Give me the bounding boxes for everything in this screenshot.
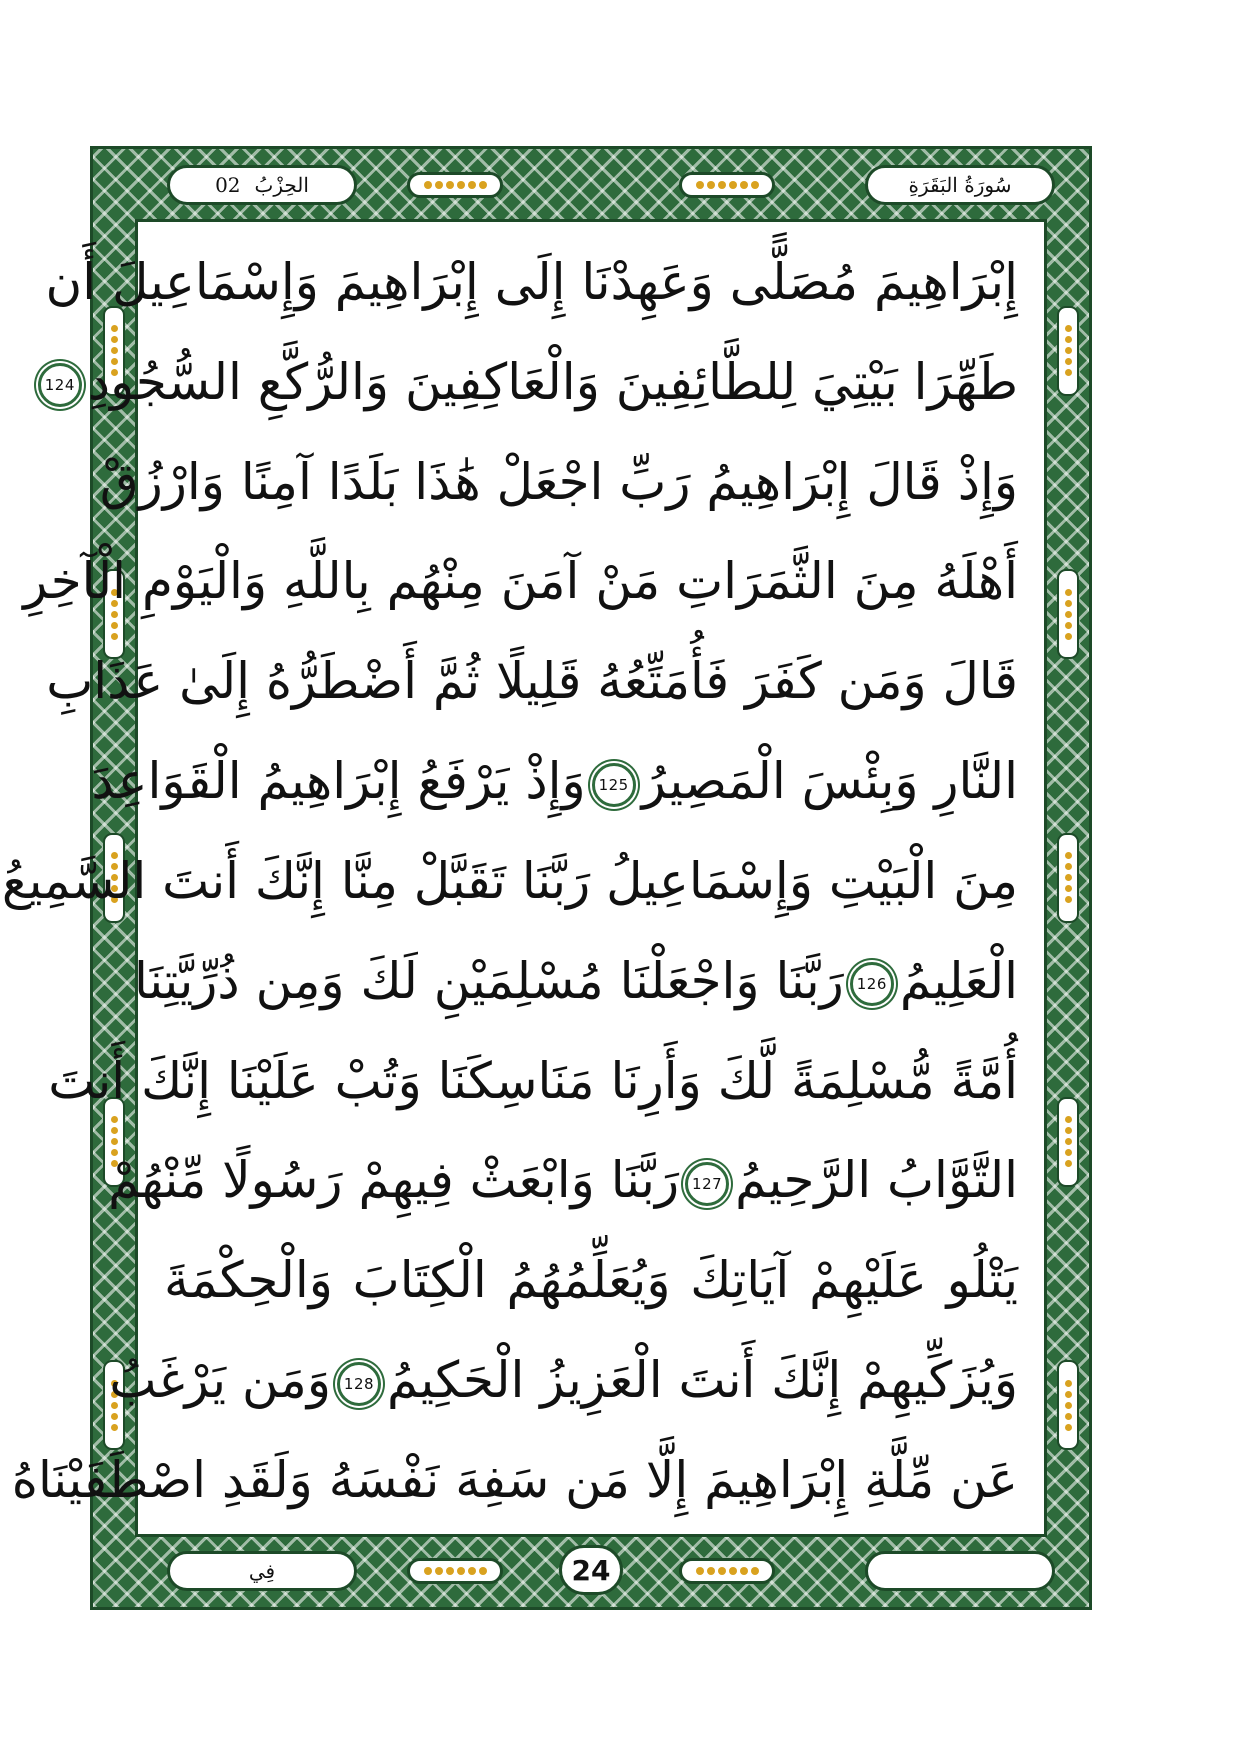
page-header xyxy=(107,159,1075,211)
line-text: أُمَّةً مُّسْلِمَةً لَّكَ وَأَرِنَا مَنَاسِكَنَا وَتُبْ عَلَيْنَا إِنَّكَ أَنتَ xyxy=(48,1051,1018,1110)
footer-ornament-right xyxy=(679,1558,775,1584)
footer-blank-pill xyxy=(865,1551,1055,1591)
line-text: التَّوَّابُ الرَّحِيمُ xyxy=(735,1151,1018,1210)
line-text: أَهْلَهُ مِنَ الثَّمَرَاتِ مَنْ آمَنَ مِنْهُم بِاللَّهِ وَالْيَوْمِ الْآخِرِ xyxy=(23,552,1018,611)
page-footer xyxy=(107,1545,1075,1597)
ayah-number-marker: 128 xyxy=(337,1362,381,1406)
line-text: وَيُزَكِّيهِمْ إِنَّكَ أَنتَ الْعَزِيزُ الْحَكِيمُ xyxy=(386,1351,1018,1410)
line-text: وَإِذْ قَالَ إِبْرَاهِيمُ رَبِّ اجْعَلْ هَٰذَا بَلَدًا آمِنًا وَارْزُقْ xyxy=(99,452,1018,511)
line-text: النَّارِ وَبِئْسَ الْمَصِيرُ xyxy=(641,752,1018,811)
line-text: الْعَلِيمُ xyxy=(899,951,1018,1010)
verse-line-12 xyxy=(109,1338,1018,1422)
line-text: رَبَّنَا وَاجْعَلْنَا مُسْلِمَيْنِ لَكَ وَمِن ذُرِّيَّتِنَا xyxy=(133,951,844,1010)
line-text: طَهِّرَا بَيْتِيَ لِلطَّائِفِينَ وَالْعَاكِفِينَ وَالرُّكَّعِ السُّجُودِ xyxy=(87,352,1018,411)
page-number: 24 xyxy=(559,1545,623,1595)
catchword-label xyxy=(167,1551,357,1591)
surah-name-text: سُورَةُ البَقَرَةِ xyxy=(908,173,1012,197)
verse-line-5 xyxy=(46,639,1018,723)
hizb-number: 02 xyxy=(215,173,241,197)
decorative-page-border xyxy=(1,146,1092,1610)
line-text: رَبَّنَا وَابْعَثْ فِيهِمْ رَسُولًا مِّنْهُمْ xyxy=(108,1151,680,1210)
verse-line-1 xyxy=(45,240,1018,324)
verse-line-7 xyxy=(1,839,1018,923)
hizb-label-text: الحِزْبُ xyxy=(254,173,309,197)
catchword-text: فِي xyxy=(248,1559,276,1583)
ayah-number-marker: 124 xyxy=(38,363,82,407)
verse-line-13 xyxy=(11,1438,1018,1522)
ayah-number-marker: 126 xyxy=(850,962,894,1006)
verse-line-11 xyxy=(164,1238,1018,1322)
line-text: وَمَن يَرْغَبُ xyxy=(109,1351,331,1410)
line-text: يَتْلُو عَلَيْهِمْ آيَاتِكَ وَيُعَلِّمُهُمُ الْكِتَابَ وَالْحِكْمَةَ xyxy=(164,1251,1018,1310)
line-text: مِنَ الْبَيْتِ وَإِسْمَاعِيلُ رَبَّنَا تَقَبَّلْ مِنَّا إِنَّكَ أَنتَ السَّمِيعُ xyxy=(1,851,1018,910)
header-ornament-right xyxy=(679,172,775,198)
verse-line-8 xyxy=(133,939,1018,1023)
ayah-number-marker: 127 xyxy=(685,1162,729,1206)
line-text: عَن مِّلَّةِ إِبْرَاهِيمَ إِلَّا مَن سَفِهَ نَفْسَهُ وَلَقَدِ اصْطَفَيْنَاهُ xyxy=(11,1450,1018,1509)
verse-line-3 xyxy=(99,440,1018,524)
line-text: إِبْرَاهِيمَ مُصَلًّى وَعَهِدْنَا إِلَى إِبْرَاهِيمَ وَإِسْمَاعِيلَ أَن xyxy=(45,253,1018,311)
verse-line-4 xyxy=(23,539,1018,623)
ayah-number-marker: 125 xyxy=(592,763,636,807)
surah-name-label xyxy=(865,165,1055,205)
verse-line-9 xyxy=(48,1039,1018,1123)
header-ornament-left xyxy=(407,172,503,198)
verse-text-panel xyxy=(1,219,1047,1537)
side-ornament-right xyxy=(1054,219,1082,1537)
verse-line-10 xyxy=(108,1138,1018,1222)
verse-line-2 xyxy=(44,340,1018,424)
line-text: وَإِذْ يَرْفَعُ إِبْرَاهِيمُ الْقَوَاعِدَ xyxy=(91,752,586,811)
footer-ornament-left xyxy=(407,1558,503,1584)
verse-lines xyxy=(1,240,1018,1522)
line-text: قَالَ وَمَن كَفَرَ فَأُمَتِّعُهُ قَلِيلًا ثُمَّ أَضْطَرُّهُ إِلَىٰ عَذَابِ xyxy=(46,652,1018,711)
hizb-label xyxy=(167,165,357,205)
verse-line-6 xyxy=(91,739,1018,823)
